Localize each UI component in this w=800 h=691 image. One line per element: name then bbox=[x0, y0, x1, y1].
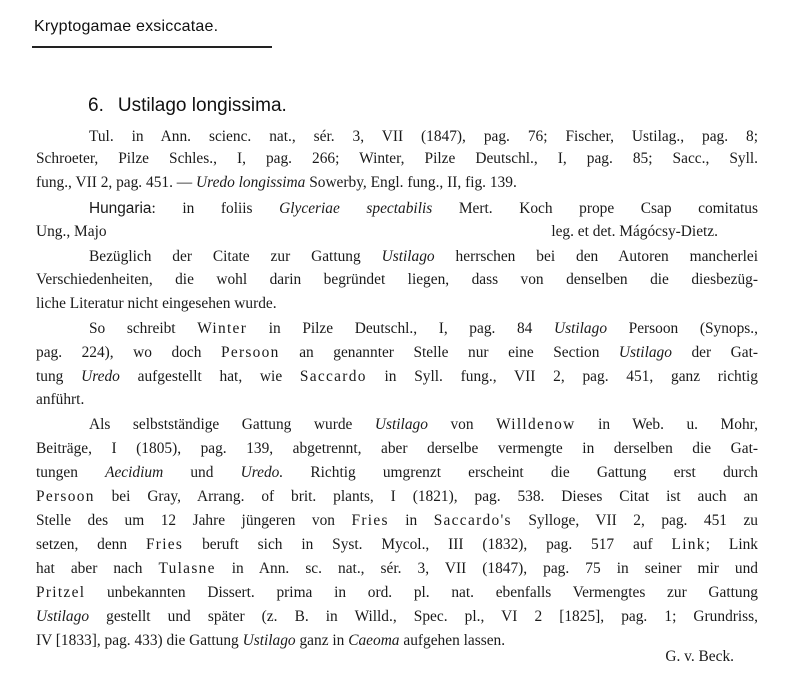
running-header: Kryptogamae exsiccatae. bbox=[34, 18, 219, 35]
para3-line-3: liche Literatur nicht eingesehen wurde. bbox=[36, 295, 277, 312]
para5-line-10: IV [1833], pag. 433) die Gattung Ustilago ganz in Caeoma aufgehen lassen. bbox=[36, 632, 506, 649]
author-signature: G. v. Beck. bbox=[665, 648, 734, 665]
para5-line-1: Als selbstständige Gattung wurde Ustilago von Willdenow in Web. u. Mohr, bbox=[89, 416, 758, 433]
para3-line-1: Bezüglich der Citate zur Gattung Ustilago herrschen bei den Autoren mancherlei bbox=[89, 248, 758, 265]
collector: leg. et det. Mágócsy-Dietz. bbox=[551, 223, 718, 240]
para5-line-9: Ustilago gestellt und später (z. B. in Willd., Spec. pl., VI 2 [1825], pag. 1; Grundriss, bbox=[36, 608, 758, 625]
para5-line-5: Stelle des um 12 Jahre jüngeren von Fries in Saccardo's Sylloge, VII 2, pag. 451 zu bbox=[36, 512, 758, 529]
entry-number: 6. bbox=[88, 95, 104, 116]
para4-line-1: So schreibt Winter in Pilze Deutschl., I, pag. 84 Ustilago Persoon (Synops., bbox=[89, 320, 758, 337]
para5-line-6: setzen, denn Fries beruft sich in Syst. Mycol., III (1832), pag. 517 auf Link; Link bbox=[36, 536, 758, 553]
locality-line-1: Hungaria: in foliis Glyceriae spectabilis Mert. Koch prope Csap comitatus bbox=[89, 200, 758, 217]
para5-line-2: Beiträge, I (1805), pag. 139, abgetrennt, aber derselbe vermengte in derselben die Gat- bbox=[36, 440, 758, 457]
para5-line-8: Pritzel unbekannten Dissert. prima in ord. pl. nat. ebenfalls Vermengtes zur Gattung bbox=[36, 584, 758, 601]
para4-line-2: pag. 224), wo doch Persoon an genannter Stelle nur eine Section Ustilago der Gat- bbox=[36, 344, 759, 361]
para4-line-4: anführt. bbox=[36, 391, 85, 408]
entry-title bbox=[88, 95, 287, 117]
para4-line-3: tung Uredo aufgestellt hat, wie Saccardo in Syll. fung., VII 2, pag. 451, ganz richtig bbox=[36, 368, 758, 385]
para5-line-7: hat aber nach Tulasne in Ann. sc. nat., sér. 3, VII (1847), pag. 75 in seiner mir und bbox=[36, 560, 758, 577]
para3-line-2: Verschiedenheiten, die wohl darin begründet liegen, dass von denselben die diesbezüg- bbox=[36, 271, 758, 288]
locality-line-2: Ung., Majo leg. et det. Mágócsy-Dietz. bbox=[36, 221, 758, 243]
para5-line-4: Persoon bei Gray, Arrang. of brit. plants, I (1821), pag. 538. Dieses Citat ist auch an bbox=[36, 488, 758, 505]
entry-name: Ustilago longissima. bbox=[117, 95, 287, 116]
citation-line-1: Tul. in Ann. scienc. nat., sér. 3, VII (1847), pag. 76; Fischer, Ustilag., pag. 8; bbox=[89, 128, 758, 145]
citation-line-2: Schroeter, Pilze Schles., I, pag. 266; Winter, Pilze Deutschl., I, pag. 85; Sacc., Syll. bbox=[36, 150, 758, 167]
para5-line-3: tungen Aecidium und Uredo. Richtig umgrenzt erscheint die Gattung erst durch bbox=[36, 464, 758, 481]
header-rule bbox=[32, 46, 272, 48]
citation-line-3: fung., VII 2, pag. 451. — Uredo longissima Sowerby, Engl. fung., II, fig. 139. bbox=[36, 174, 517, 191]
